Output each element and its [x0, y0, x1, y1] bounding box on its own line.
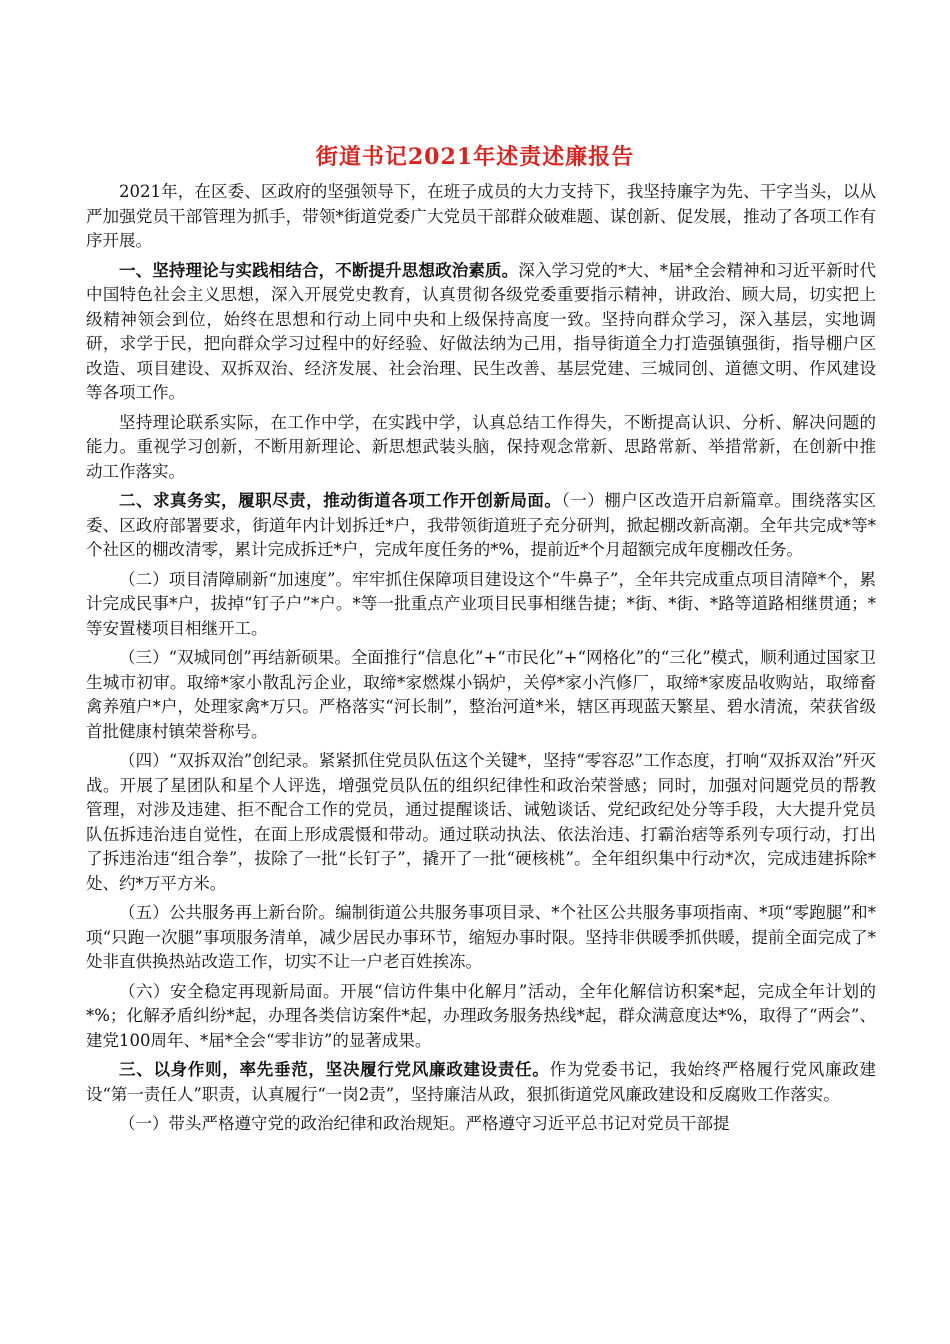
- paragraph-10-text: 作为党委书记，我始终严格履行党风廉政建设“第一责任人”职责，认真履行“一岗2责”，坚持廉洁从政，狠抓街道党风廉政建设和反腐败工作落实。: [86, 1060, 877, 1104]
- paragraph-8-text: （五）公共服务再上新台阶。编制街道公共服务事项目录、*个社区公共服务事项指南、*项“零跑腿”和*项“只跑一次腿”事项服务清单，减少居民办事环节，缩短办事时限。坚持非供暖季抓供暖，提前全面完成了*处非直供换热站改造工作，切实不让一户老百姓挨冻。: [86, 903, 876, 971]
- paragraph-1-text: 2021年，在区委、区政府的坚强领导下，在班子成员的大力支持下，我坚持廉字为先、干字当头，以从严加强党员干部管理为抓手，带领*街道党委广大党员干部群众破难题、谋创新、促发展，推动了各项工作有序开展。: [86, 182, 876, 250]
- paragraph-6-text: （三）“双城同创”再结新硕果。全面推行“信息化”+“市民化”+“网格化”的“三化”模式，顺利通过国家卫生城市初审。取缔*家小散乱污企业，取缔*家燃煤小锅炉，关停*家小汽修厂，取缔*家废品收购站，取缔畜禽养殖户*户，处理家禽*万只。严格落实“河长制”，整治河道*米，辖区再现蓝天繁星、碧水清流，荣获省级首批健康村镇荣誉称号。: [86, 648, 876, 741]
- paragraph-8: [86, 901, 876, 975]
- section-heading-3: 三、以身作则，率先垂范，坚决履行党风廉政建设责任。: [119, 1060, 550, 1079]
- paragraph-5: [86, 568, 876, 642]
- paragraph-2: [86, 259, 876, 406]
- paragraph-11-text: （一）带头严格遵守党的政治纪律和政治规矩。严格遵守习近平总书记对党员干部提: [119, 1114, 730, 1133]
- paragraph-3-text: 坚持理论联系实际，在工作中学，在实践中学，认真总结工作得失，不断提高认识、分析、解决问题的能力。重视学习创新，不断用新理论、新思想武装头脑，保持观念常新、思路常新、举措常新，在创新中推动工作落实。: [86, 412, 876, 481]
- paragraph-5-text: （二）项目清障刷新“加速度”。牢牢抓住保障项目建设这个“牛鼻子”，全年共完成重点项目清障*个，累计完成民事*户，拔掉“钉子户”*户。*等一批重点产业项目民事相继告捷；*街、*街、*路等道路相继贯通；*等安置楼项目相继开工。: [86, 569, 876, 638]
- section-heading-1: 一、坚持理论与实践相结合，不断提升思想政治素质。: [119, 260, 519, 280]
- paragraph-4: [86, 489, 876, 563]
- paragraph-9-text: （六）安全稳定再现新局面。开展“信访件集中化解月”活动，全年化解信访积案*起，完成全年计划的*%；化解矛盾纠纷*起，办理各类信访案件*起，办理政务服务热线*起，群众满意度达*%，取得了“两会”、建党100周年、*届*全会“零非访”的显著成果。: [86, 981, 876, 1050]
- paragraph-7-text: （四）“双拆双治”创纪录。紧紧抓住党员队伍这个关键*，坚持“零容忍”工作态度，打响“双拆双治”歼灭战。开展了星团队和星个人评选，增强党员队伍的组织纪律性和政治荣誉感；同时，加强对问题党员的帮教管理，对涉及违建、拒不配合工作的党员，通过提醒谈话、诫勉谈话、党纪政纪处分等手段，大大提升党员队伍拆违治违自觉性，在面上形成震慑和带动。通过联动执法、依法治违、打霸治痞等系列专项行动，打出了拆违治违“组合拳”，拔除了一批“长钉子”，撬开了一批“硬核桃”。全年组织集中行动*次，完成违建拆除*处、约*万平方米。: [86, 751, 876, 893]
- document-title: 街道书记2021年述责述廉报告: [315, 144, 635, 170]
- paragraph-9: [86, 980, 876, 1054]
- paragraph-10: [86, 1058, 876, 1107]
- paragraph-4-text: （一）棚户区改造开启新篇章。围绕落实区委、区政府部署要求，街道年内计划拆迁*户，我带领街道班子充分研判，掀起棚改新高潮。全年共完成*等*个社区的棚改清零，累计完成拆迁*户，完成年度任务的*%，提前近*个月超额完成年度棚改任务。: [86, 491, 877, 559]
- paragraph-1: [86, 180, 876, 254]
- paragraph-6: [86, 646, 876, 744]
- paragraph-2-text: 深入学习党的*大、*届*全会精神和习近平新时代中国特色社会主义思想，深入开展党史教育，认真贯彻各级党委重要指示精神，讲政治、顾大局，切实把上级精神领会到位，始终在思想和行动上同中央和上级保持高度一致。坚持向群众学习，深入基层，实地调研，求学于民，把向群众学习过程中的好经验、好做法纳为己用，指导街道全力打造强镇强街，指导棚户区改造、项目建设、双拆双治、经济发展、社会治理、民生改善、基层党建、三城同创、道德文明、作风建设等各项工作。: [86, 260, 877, 402]
- paragraph-3: [86, 411, 876, 485]
- section-heading-2: 二、求真务实，履职尽责，推动街道各项工作开创新局面。: [119, 491, 562, 510]
- document-body: [86, 180, 876, 1142]
- paragraph-11: [86, 1112, 876, 1137]
- paragraph-7: [86, 749, 876, 896]
